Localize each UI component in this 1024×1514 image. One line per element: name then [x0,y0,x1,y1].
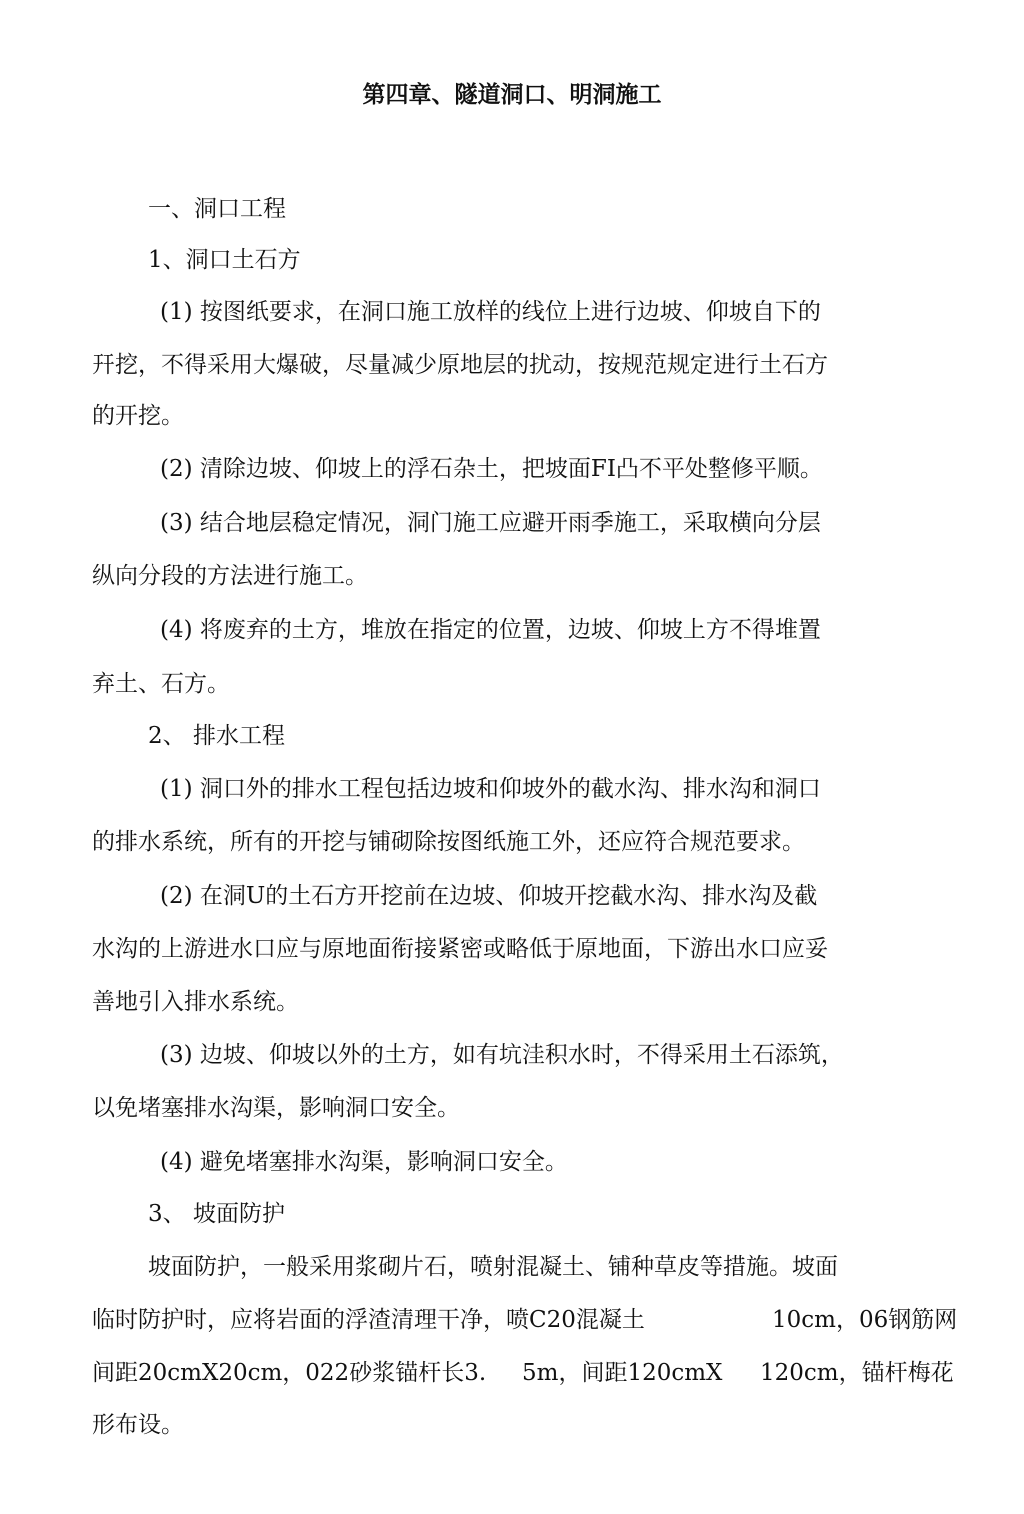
paragraph-line: 的开挖。 [92,403,184,429]
paragraph-line: 纵向分段的方法进行施工。 [92,563,368,589]
paragraph-line: 的排水系统，所有的开挖与铺砌除按图纸施工外，还应符合规范要求。 [92,829,805,855]
paragraph-line: 善地引入排水系统。 [92,989,299,1015]
subsection-heading: 3、 坡面防护 [148,1201,285,1227]
paragraph-line: (1) 洞口外的排水工程包括边坡和仰坡外的截水沟、排水沟和洞口 [160,776,821,802]
text-segment: 间距20cmX20cm，022砂浆锚杆长3. [92,1360,487,1386]
paragraph-line: 以免堵塞排水沟渠，影响洞口安全。 [92,1095,460,1121]
subsection-heading: 2、 排水工程 [148,723,285,749]
paragraph-line: (4) 将废弃的土方，堆放在指定的位置，边坡、仰坡上方不得堆置 [160,617,821,643]
paragraph-line: 幵挖，不得采用大爆破，尽量减少原地层的扰动，按规范规定进行土石方 [92,352,828,378]
paragraph-line: (1) 按图纸要求，在洞口施工放样的线位上进行边坡、仰坡自下的 [160,299,821,325]
subsection-heading: 1、洞口土石方 [148,247,301,273]
text-segment: 5m，间距120cmX [522,1360,723,1386]
paragraph-line: 弃土、石方。 [92,671,230,697]
paragraph-line: 水沟的上游进水口应与原地面衔接紧密或略低于原地面，下游出水口应妥 [92,936,828,962]
text-segment: 120cm，锚杆梅花 [760,1360,954,1386]
paragraph-line: (2) 清除边坡、仰坡上的浮石杂土，把坡面FI凸不平处整修平顺。 [160,456,823,482]
text-segment: 临时防护时，应将岩面的浮渣清理干净，喷C20混凝土 [92,1307,645,1333]
paragraph-line: 形布设。 [92,1412,184,1438]
section-heading: 一、洞口工程 [148,196,286,222]
paragraph-line: (3) 边坡、仰坡以外的土方，如有坑洼积水时，不得采用土石添筑， [160,1042,844,1068]
text-segment: 10cm，06钢筋网 [772,1307,958,1333]
paragraph-line: (4) 避免堵塞排水沟渠，影响洞口安全。 [160,1149,568,1175]
paragraph-line: 坡面防护，一般采用浆砌片石，喷射混凝土、铺种草皮等措施。坡面 [148,1254,838,1280]
paragraph-line: (2) 在洞U的土石方开挖前在边坡、仰坡开挖截水沟、排水沟及截 [160,883,818,909]
chapter-title: 第四章、隧道洞口、明洞施工 [362,81,662,108]
paragraph-line: (3) 结合地层稳定情况，洞门施工应避开雨季施工，采取横向分层 [160,510,821,536]
